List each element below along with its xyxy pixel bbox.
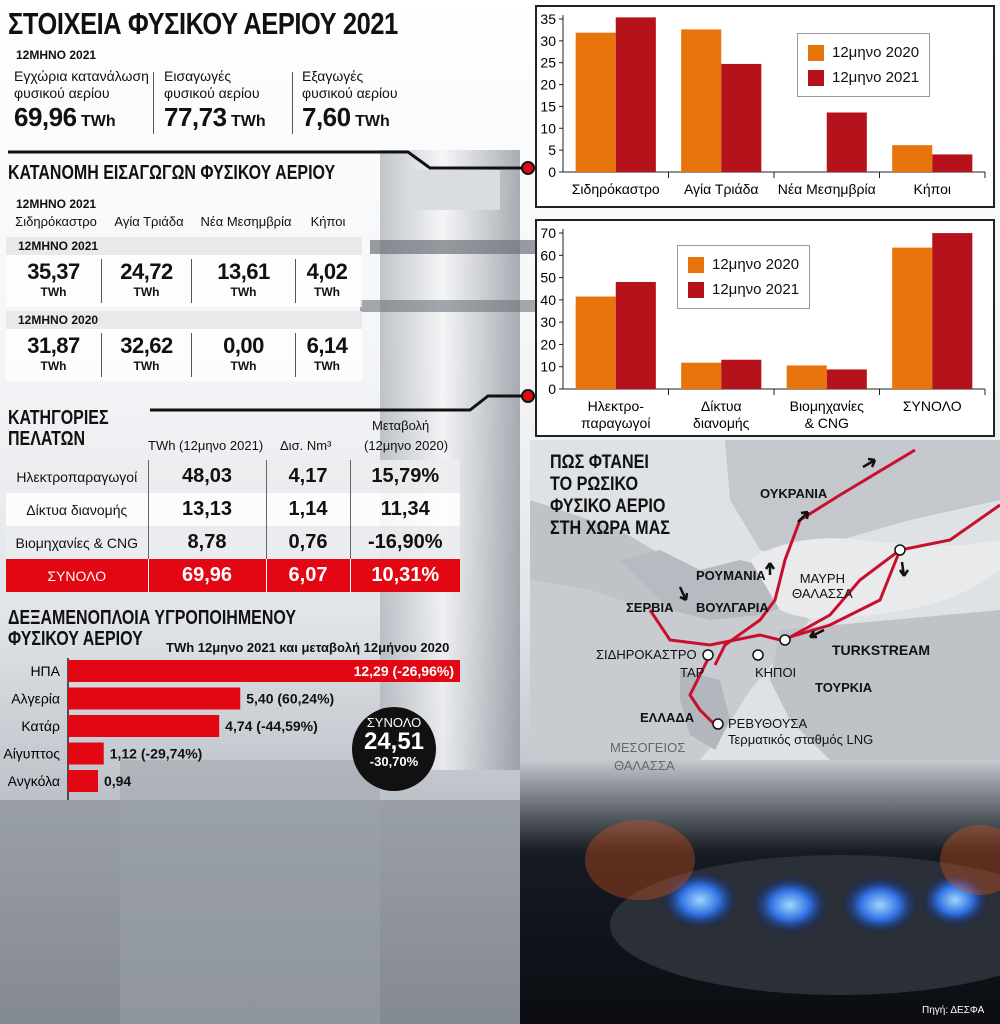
- row-label: Δίκτυα διανομής: [6, 493, 148, 526]
- legend-label: 12μηνο 2021: [832, 69, 920, 86]
- stat-label: φυσικού αερίου: [302, 85, 398, 101]
- row-period: 12ΜΗΝΟ 2020: [6, 311, 362, 329]
- point-name: Αγία Τριάδα: [114, 214, 184, 229]
- y-tick-label: 25: [540, 54, 556, 71]
- label-greece: ΕΛΛΑΔΑ: [640, 710, 695, 725]
- x-tick-label: Βιομηχανίες: [789, 398, 864, 414]
- col-header-change: Μεταβολή: [372, 418, 430, 433]
- legend-swatch: [808, 70, 824, 86]
- label-serbia: ΣΕΡΒΙΑ: [626, 600, 674, 615]
- total-change: -30,70%: [369, 754, 419, 769]
- stat-unit: TWh: [81, 113, 116, 130]
- col-header-change-period: (12μηνο 2020): [364, 438, 449, 453]
- import-value: 24,72: [120, 259, 173, 284]
- row-label: ΣΥΝΟΛΟ: [6, 559, 148, 592]
- label-romania: ΡΟΥΜΑΝΙΑ: [696, 568, 766, 583]
- import-value: 31,87: [27, 333, 80, 358]
- title-line: ΦΥΣΙΚΟ ΑΕΡΙΟ: [550, 496, 666, 517]
- cell-twh: 48,03: [148, 460, 266, 493]
- cell-twh: 8,78: [148, 526, 266, 559]
- value-label: 4,74 (-44,59%): [225, 718, 318, 734]
- bar-2020: [576, 297, 616, 389]
- bar-2021: [616, 282, 656, 389]
- legend-swatch: [808, 45, 824, 61]
- customers-title: [8, 408, 109, 450]
- legend-swatch: [688, 282, 704, 298]
- imports-block-2021: [6, 237, 362, 307]
- pipeline-map: [530, 440, 1000, 760]
- table-row-total: [6, 559, 460, 592]
- label-kipoi: ΚΗΠΟΙ: [755, 665, 797, 680]
- y-tick-label: 5: [548, 142, 556, 159]
- stat-label: φυσικού αερίου: [164, 85, 260, 101]
- customers-table: [6, 460, 460, 592]
- value-label: 5,40 (60,24%): [246, 690, 335, 707]
- map-text: ΜΑΥΡΗ: [799, 571, 845, 586]
- unit-label: TWh: [314, 359, 340, 373]
- unit-label: TWh: [230, 359, 257, 373]
- values-row: [6, 255, 362, 307]
- value-cell: [296, 259, 358, 303]
- bar-2021: [827, 369, 867, 389]
- value-cell: [6, 333, 102, 377]
- source-credit: Πηγή: ΔΕΣΦΑ: [922, 1005, 985, 1016]
- stats-period: 12ΜΗΝΟ 2021: [16, 48, 97, 62]
- title-line: ΣΤΗ ΧΩΡΑ ΜΑΣ: [550, 518, 670, 539]
- category-label: ΗΠΑ: [30, 663, 60, 679]
- x-tick-label: διανομής: [693, 415, 750, 431]
- label-lng-terminal: Τερματικός σταθμός LNG: [728, 732, 874, 747]
- stat-label: φυσικού αερίου: [14, 85, 110, 101]
- value-cell: [192, 259, 296, 303]
- bar-2021: [721, 64, 761, 172]
- bar-2020: [787, 365, 827, 389]
- divider: [292, 72, 293, 134]
- legend-item: [688, 277, 799, 302]
- total-value: 24,51: [363, 728, 425, 755]
- label-mediterranean: [610, 740, 685, 755]
- category-label: Κατάρ: [21, 718, 60, 734]
- point-name: Σιδηρόκαστρο: [15, 214, 97, 229]
- bar-2020: [892, 145, 932, 172]
- y-tick-label: 10: [540, 120, 556, 137]
- x-tick-label: Νέα Μεσημβρία: [777, 181, 876, 197]
- title-line: ΚΑΤΗΓΟΡΙΕΣ: [8, 407, 109, 429]
- x-tick-label: Σιδηρόκαστρο: [571, 181, 660, 197]
- y-tick-label: 70: [540, 225, 556, 241]
- map-title: [550, 452, 670, 540]
- legend-label: 12μηνο 2020: [832, 44, 920, 61]
- label-tap: ΤΑΡ: [680, 665, 705, 680]
- stat-exports: [302, 68, 422, 133]
- col-header-nm3: Δισ. Nm³: [280, 438, 332, 453]
- imports-title: ΚΑΤΑΝΟΜΗ ΕΙΣΑΓΩΓΩΝ ΦΥΣΙΚΟΥ ΑΕΡΙΟΥ: [8, 162, 336, 184]
- bar-2021: [721, 360, 761, 389]
- cell-nm3: 1,14: [266, 493, 350, 526]
- cell-twh: 13,13: [148, 493, 266, 526]
- import-value: 4,02: [306, 259, 348, 284]
- cell-change: 15,79%: [371, 465, 440, 487]
- label-bulgaria: ΒΟΥΛΓΑΡΙΑ: [696, 600, 769, 615]
- category-label: Ανγκόλα: [7, 773, 60, 789]
- bar-2020: [681, 363, 721, 389]
- table-row: [6, 493, 460, 526]
- lng-bar: [68, 688, 240, 710]
- legend-item: [688, 252, 799, 277]
- label-ukraine: ΟΥΚΡΑΝΙΑ: [760, 486, 828, 501]
- cell-nm3: 0,76: [266, 526, 350, 559]
- row-label: Βιομηχανίες & CNG: [6, 526, 148, 559]
- row-period: 12ΜΗΝΟ 2021: [6, 237, 362, 255]
- point-name: Νέα Μεσημβρία: [200, 214, 292, 229]
- value-cell: [192, 333, 296, 377]
- y-tick-label: 40: [540, 291, 556, 308]
- legend-item: [808, 40, 919, 65]
- col-header-twh: TWh (12μηνο 2021): [148, 438, 264, 453]
- lng-bar: [68, 743, 104, 765]
- stat-value: 7,60: [302, 102, 351, 132]
- category-label: Αλγερία: [11, 690, 60, 707]
- stat-label: Εγχώρια κατανάλωση: [14, 68, 149, 84]
- y-tick-label: 35: [540, 11, 556, 27]
- y-tick-label: 10: [540, 358, 556, 375]
- bar-2021: [827, 113, 867, 172]
- y-tick-label: 0: [548, 381, 556, 397]
- values-row: [6, 329, 362, 381]
- divider: [153, 72, 154, 134]
- import-value: 13,61: [217, 259, 270, 284]
- import-value: 32,62: [120, 333, 173, 358]
- legend-item: [808, 65, 919, 90]
- label-revithousa: ΡΕΒΥΘΟΥΣΑ: [728, 716, 808, 731]
- bar-2021: [932, 233, 972, 389]
- stat-consumption: [14, 68, 164, 133]
- x-tick-label: Ηλεκτρο-: [587, 398, 644, 414]
- point-name: Κήποι: [310, 214, 346, 229]
- map-text: ΜΕΣΟΓΕΙΟΣ: [610, 740, 686, 755]
- lng-subtitle: TWh 12μηνο 2021 και μεταβολή 12μήνου 2020: [166, 640, 450, 655]
- bar-2021: [932, 154, 972, 172]
- chart-legend: [797, 33, 930, 97]
- x-tick-label: ΣΥΝΟΛΟ: [902, 398, 962, 414]
- cell-change: 11,34: [380, 498, 430, 520]
- x-tick-label: παραγωγοί: [581, 415, 651, 431]
- x-tick-label: Κήποι: [913, 181, 951, 197]
- value-cell: [296, 333, 358, 377]
- import-value: 6,14: [306, 333, 348, 358]
- value-label: 12,29 (-26,96%): [353, 663, 454, 679]
- imports-points-header: [8, 214, 358, 234]
- unit-label: TWh: [230, 285, 257, 299]
- map-text: ΘΑΛΑΣΣΑ: [792, 586, 853, 601]
- value-label: 0,94: [103, 773, 132, 789]
- lng-total-badge: [352, 707, 436, 791]
- title-line: ΔΕΞΑΜΕΝΟΠΛΟΙΑ ΥΓΡΟΠΟΙΗΜΕΝΟΥ: [8, 607, 297, 629]
- cell-nm3: 6,07: [266, 559, 350, 592]
- label-mediterranean-2: ΘΑΛΑΣΣΑ: [614, 758, 675, 773]
- unit-label: TWh: [40, 285, 67, 299]
- row-label: Ηλεκτροπαραγωγοί: [6, 460, 148, 493]
- stat-imports: [164, 68, 294, 133]
- bar-2020: [576, 33, 616, 172]
- import-value: 35,37: [27, 259, 80, 284]
- label-black-sea: [792, 571, 853, 601]
- legend-label: 12μηνο 2020: [712, 256, 800, 273]
- x-tick-label: & CNG: [804, 415, 849, 431]
- stat-label: Εισαγωγές: [164, 68, 232, 84]
- y-tick-label: 15: [540, 98, 556, 115]
- y-tick-label: 60: [540, 247, 556, 264]
- value-cell: [102, 259, 192, 303]
- lng-bar: [68, 770, 98, 792]
- label-turkey: ΤΟΥΡΚΙΑ: [815, 680, 873, 695]
- stat-value: 69,96: [14, 102, 77, 132]
- table-row: [6, 460, 460, 493]
- x-tick-label: Αγία Τριάδα: [683, 181, 759, 197]
- value-cell: [102, 333, 192, 377]
- table-row: [6, 526, 460, 559]
- title-line: ΤΟ ΡΩΣΙΚΟ: [550, 474, 639, 495]
- label-sidirokastro: ΣΙΔΗΡΟΚΑΣΤΡΟ: [596, 647, 697, 662]
- unit-label: TWh: [40, 359, 67, 373]
- y-tick-label: 50: [540, 269, 556, 286]
- page-title: ΣΤΟΙΧΕΙΑ ΦΥΣΙΚΟΥ ΑΕΡΙΟΥ 2021: [8, 6, 398, 41]
- unit-label: TWh: [133, 359, 160, 373]
- stat-label: Εξαγωγές: [302, 68, 364, 84]
- y-tick-label: 30: [540, 314, 556, 331]
- unit-label: TWh: [133, 285, 160, 299]
- title-line: ΦΥΣΙΚΟΥ ΑΕΡΙΟΥ: [8, 628, 143, 650]
- imports-block-2020: [6, 311, 362, 381]
- value-label: 1,12 (-29,74%): [109, 745, 203, 762]
- import-value: 0,00: [223, 333, 264, 358]
- legend-label: 12μηνο 2021: [712, 281, 800, 298]
- category-label: Αίγυπτος: [3, 745, 60, 762]
- lng-bar: [68, 715, 219, 737]
- title-line: ΠΩΣ ΦΤΑΝΕΙ: [550, 452, 649, 473]
- bar-2020: [681, 29, 721, 172]
- y-tick-label: 30: [540, 32, 556, 49]
- y-tick-label: 20: [540, 76, 556, 93]
- cell-twh: 69,96: [148, 559, 266, 592]
- stat-value: 77,73: [164, 102, 227, 132]
- bar-2020: [892, 248, 932, 389]
- stat-unit: TWh: [355, 113, 390, 130]
- bar-2021: [616, 17, 656, 172]
- imports-period: 12ΜΗΝΟ 2021: [16, 197, 97, 211]
- title-line: ΠΕΛΑΤΩΝ: [8, 428, 85, 450]
- total-label: ΣΥΝΟΛΟ: [366, 715, 422, 730]
- y-tick-label: 0: [548, 164, 556, 180]
- label-turkstream: TURKSTREAM: [832, 642, 930, 658]
- y-tick-label: 20: [540, 336, 556, 353]
- legend-swatch: [688, 257, 704, 273]
- stat-unit: TWh: [231, 113, 266, 130]
- cell-change: 10,31%: [371, 564, 440, 586]
- customers-chart-panel: [535, 219, 995, 437]
- imports-chart-panel: [535, 5, 995, 208]
- chart-legend: [677, 245, 810, 309]
- cell-nm3: 4,17: [266, 460, 350, 493]
- x-tick-label: Δίκτυα: [700, 398, 742, 414]
- unit-label: TWh: [314, 285, 340, 299]
- cell-change: -16,90%: [368, 531, 443, 553]
- value-cell: [6, 259, 102, 303]
